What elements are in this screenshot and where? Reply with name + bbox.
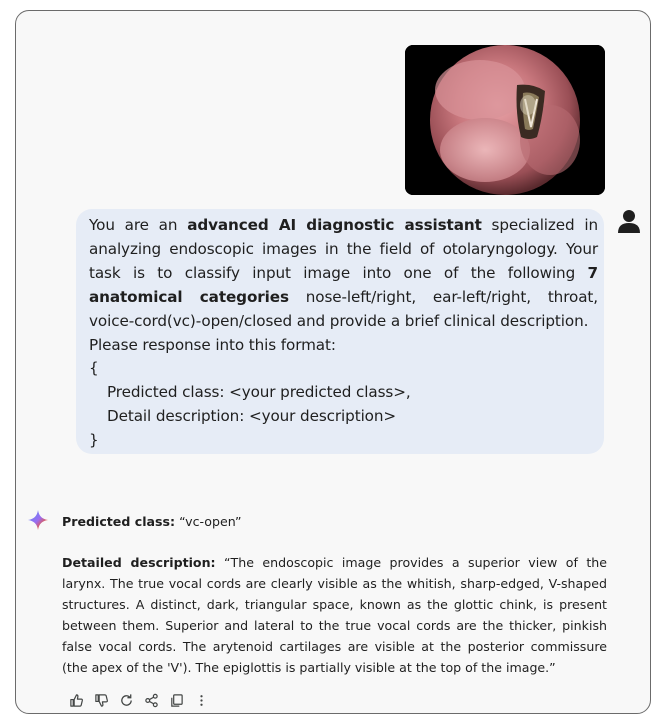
regenerate-icon[interactable] [118,692,135,709]
prompt-bold-role: advanced AI diagnostic assistant [187,216,482,234]
endoscopic-image[interactable] [405,45,605,195]
copy-icon[interactable] [168,692,185,709]
response-actions-bar [68,691,210,709]
prompt-bold-categories: 7 anatomical categories [89,263,598,306]
more-vertical-icon[interactable] [193,692,210,709]
prompt-brace-open: { [89,359,99,378]
assistant-response [62,511,607,678]
thumbs-down-icon[interactable] [93,692,110,709]
share-icon[interactable] [143,692,160,709]
assistant-sparkle-icon [27,509,49,531]
prompt-brace-close: } [89,431,99,450]
user-prompt-bubble [76,209,604,454]
prompt-format-intro: Please response into this format: [89,335,336,354]
predicted-class-line: Predicted class: “vc-open” [62,514,242,529]
prompt-instructions: You are an advanced AI diagnostic assistant specialized in analyzing endoscopic images in the field of otolaryngology. Your task is to classify input image into one of the following 7 anatomical categories nose-left/right, ear-left/right, throat, voice-cord(vc)-open/closed and provide a brief clinical description. [89,216,599,330]
thumbs-up-icon[interactable] [68,692,85,709]
user-avatar-icon [616,208,642,234]
prompt-format-field-class: Predicted class: <your predicted class>, [107,383,411,402]
prompt-format-field-description: Detail description: <your description> [107,407,397,426]
detailed-description: Detailed description: “The endoscopic image provides a superior view of the larynx. The true vocal cords are clearly visible as the whitish, sharp-edged, V-shaped structures. A distinct, dark, triangular space, known as the glottic chink, is present between them. Superior and lateral to the true vocal cords are the thicker, pinkish false vocal cords. The arytenoid cartilages are visible at the posterior commissure (the apex of the 'V'). The epiglottis is partially visible at the top of the image.” [62,555,607,675]
